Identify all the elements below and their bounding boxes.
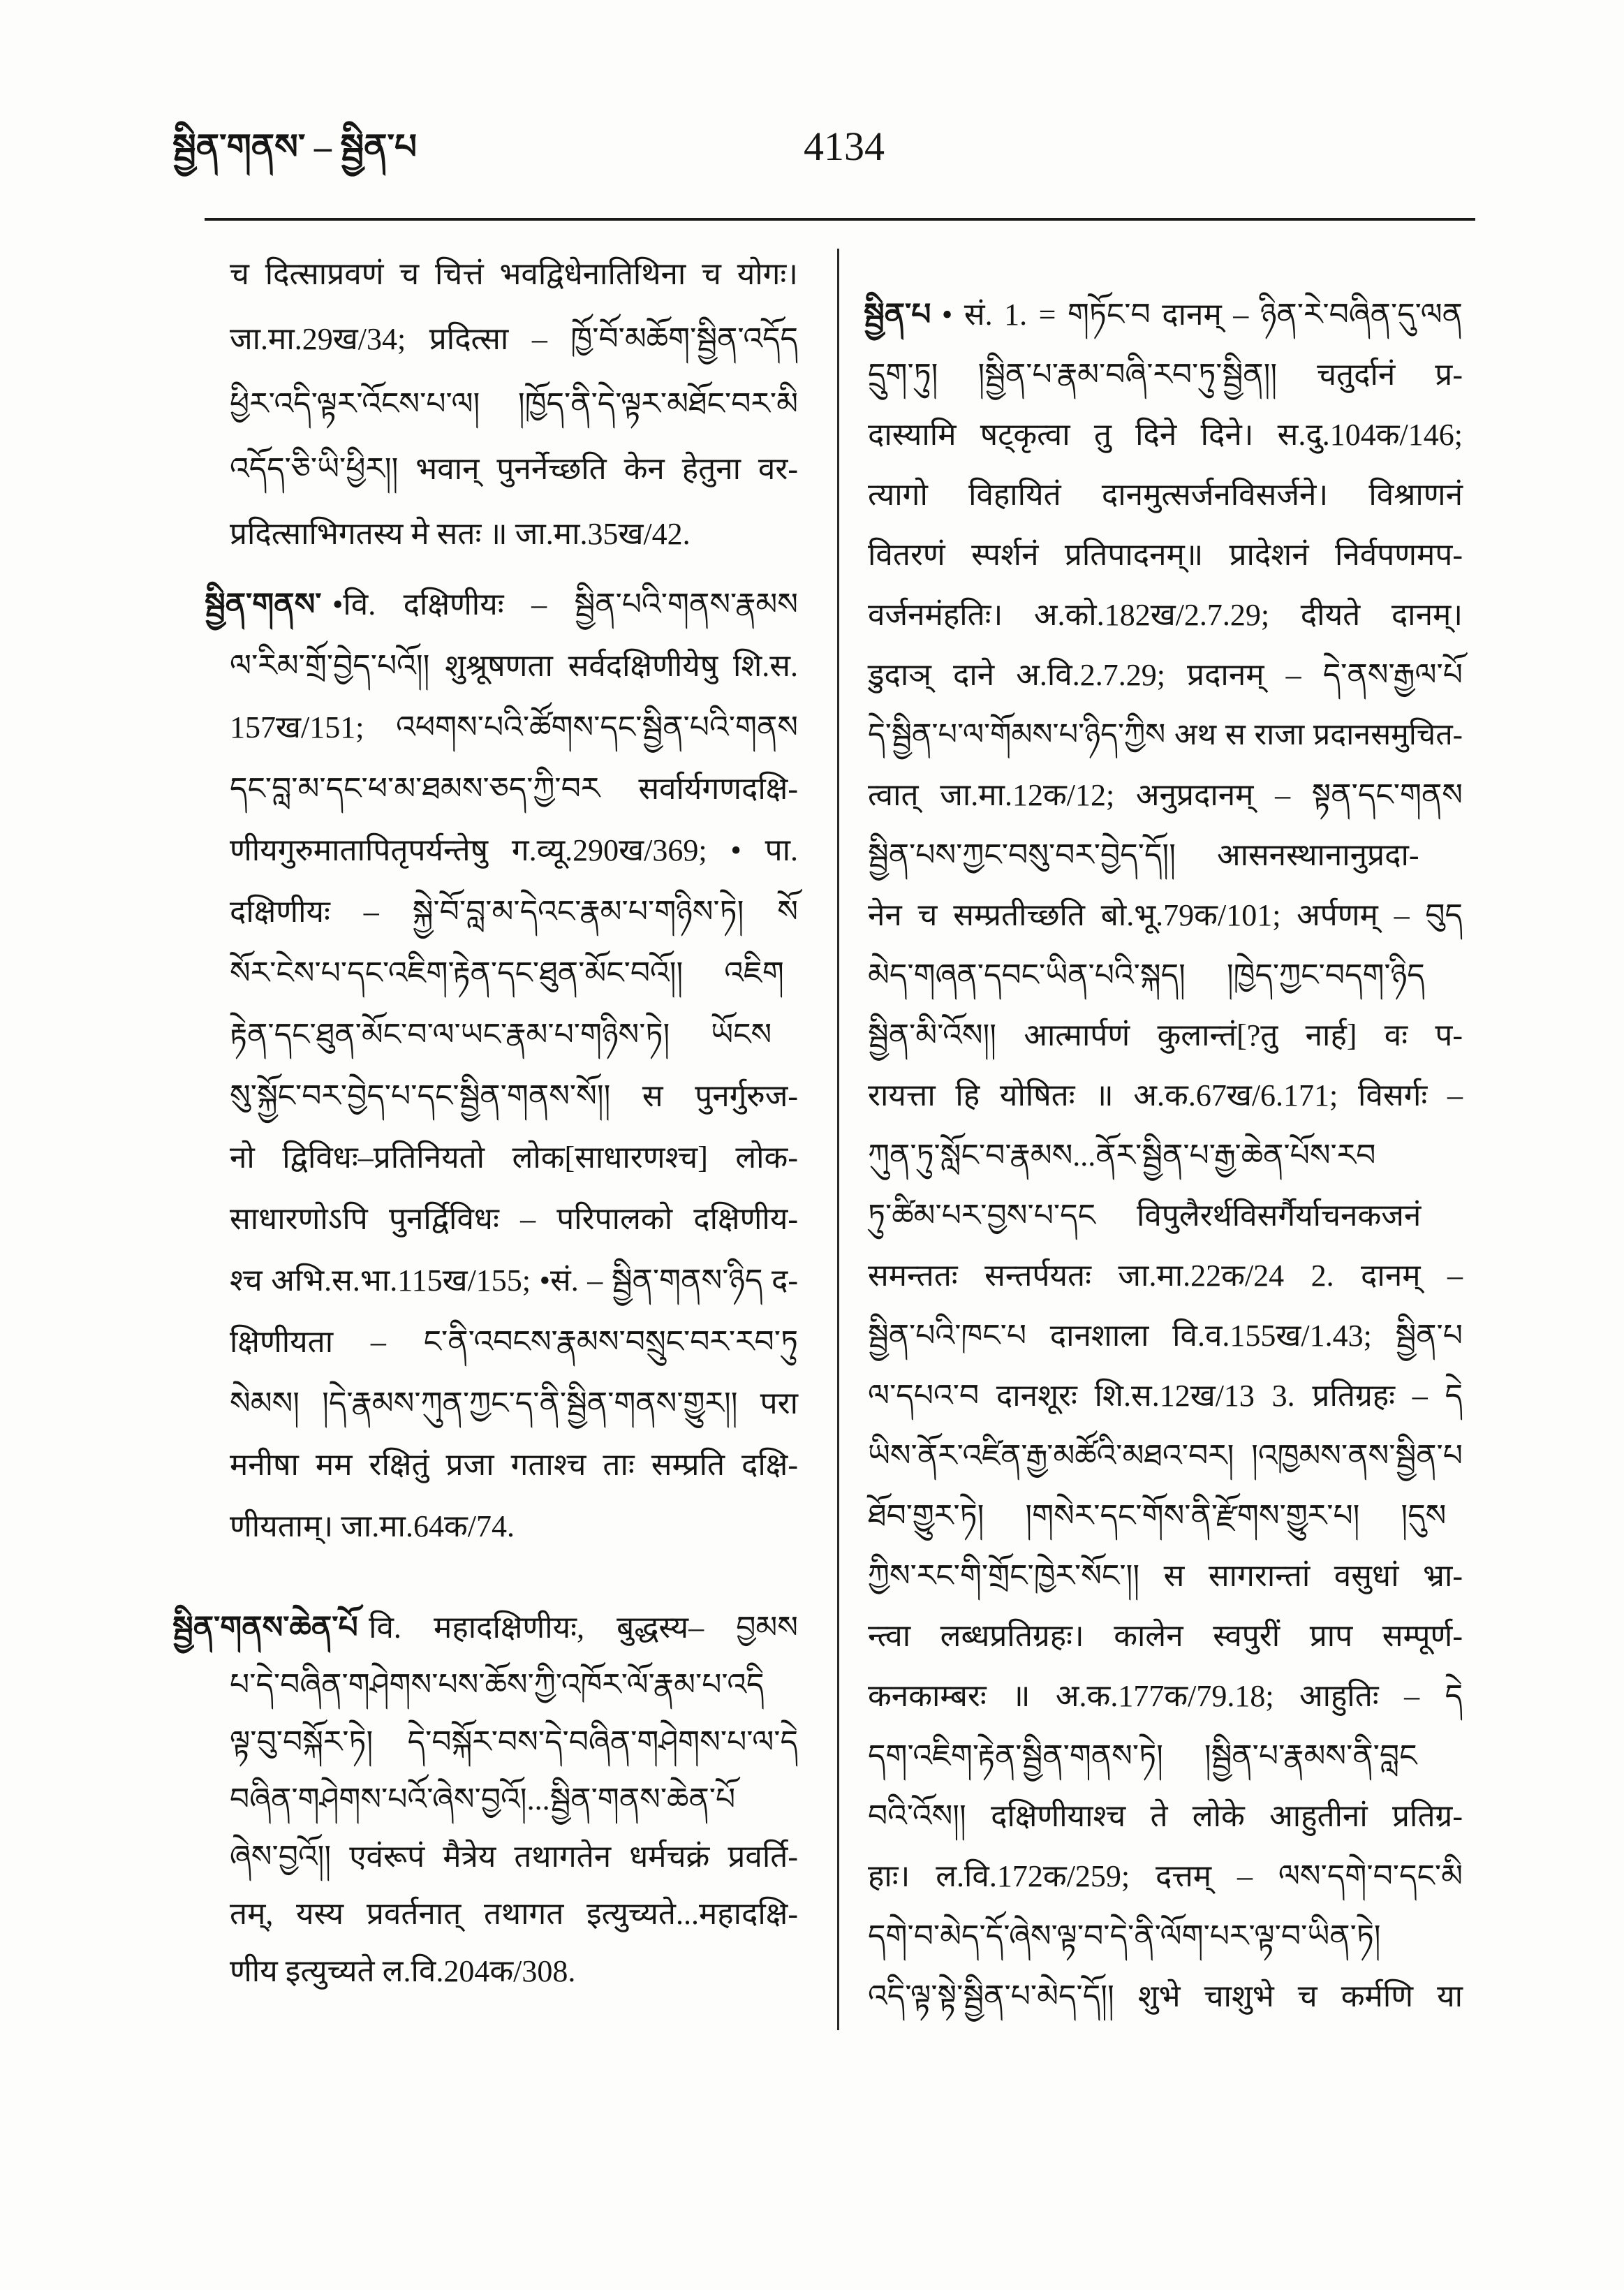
entry-line <box>868 1847 1463 1907</box>
entry-line <box>868 1486 1463 1546</box>
entry-text: साधारणोऽपि पुनर्द्विविधः – परिपालको दक्षिणीय- <box>230 1202 798 1236</box>
entry-text: སྦྱིན་པས་ཀྱང་བསུ་བར་བྱེད་དོ།། आसनस्थानानुप्रदा- <box>868 838 1419 872</box>
entry-line-content <box>205 574 798 636</box>
entry-line-content <box>868 1546 1463 1606</box>
entry-text: སྦྱིན་མི་འོས།། आत्मार्पणं कुलान्तं[?तु नार्ह] वः प- <box>868 1018 1463 1052</box>
entry-line-content <box>230 697 798 758</box>
entry-line-content <box>868 946 1425 1006</box>
entry-line-content <box>868 1847 1463 1907</box>
entry-line <box>230 636 799 697</box>
header-rule <box>205 218 1475 221</box>
dictionary-entry-continuation <box>230 242 799 566</box>
entry-line-content <box>230 1771 735 1828</box>
entry-text: कनकाम्बरः ॥ अ.क.177क/79.18; आहुतिः – དེ <box>868 1679 1463 1713</box>
entry-text: དགེ་བ་མེད་དོ་ཞེས་ལྟ་བ་དེ་ནི་ལོག་པར་ལྟ་བ་ཡིན་ཏེ། <box>868 1919 1381 1953</box>
entry-line <box>868 1786 1463 1847</box>
entry-line-content <box>230 758 798 820</box>
entry-text: श्च अभि.स.भा.115ख/155; •सं. – སྦྱིན་གནས་ཉིད द- <box>230 1263 798 1298</box>
entry-text: སུ་སྐྱོང་བར་བྱེད་པ་དང་སྦྱིན་གནས་སོ།། स पुनर्गुरुज- <box>230 1079 798 1113</box>
entry-text: སོར་ངེས་པ་དང་འཇིག་རྟེན་དང་ཐུན་མོང་བའོ།། འཇིག <box>230 956 784 990</box>
entry-line <box>868 1186 1463 1246</box>
entry-line <box>230 1189 799 1250</box>
entry-text: ཡིས་ནོར་འཛིན་རྒྱ་མཚོའི་མཐའ་བར། །འཁྱམས་ནས་སྦྱིན་པ <box>868 1439 1463 1473</box>
entry-text: • सं. 1. = གཏོང་བ दानम् – ཉིན་རེ་བཞིན་དུ་ལན <box>941 298 1463 332</box>
entry-line <box>868 705 1463 765</box>
entry-line-content <box>230 1434 798 1496</box>
entry-line-content <box>230 1496 515 1557</box>
entry-line <box>230 1714 799 1771</box>
entry-line <box>230 1004 799 1066</box>
entry-line-content <box>230 1714 798 1771</box>
column-divider <box>837 249 839 2030</box>
entry-line <box>230 943 799 1004</box>
entry-line-content <box>868 1246 1463 1306</box>
entry-line <box>230 1066 799 1127</box>
entry-line-content <box>864 285 1463 345</box>
entry-line-content <box>868 465 1463 525</box>
dictionary-entry <box>864 285 1463 2027</box>
entry-line <box>230 881 799 943</box>
running-head-text-wrap <box>172 123 417 170</box>
entry-text: न्त्वा लब्धप्रतिग्रहः। कालेन स्वपुरीं प्राप सम्पूर्ण- <box>868 1619 1463 1653</box>
entry-text: जा.मा.29ख/34; प्रदित्सा – ཁྱོ་བོ་མཆོག་སྦྱིན་འདོད <box>230 322 798 356</box>
entry-line <box>230 1886 799 1943</box>
entry-line <box>868 1726 1463 1786</box>
entry-line <box>230 1312 799 1373</box>
entry-text: त्यागो विहायितं दानमुत्सर्जनविसर्जने। विश्राणनं <box>868 478 1463 512</box>
entry-text: ཕྱིར་འདི་ལྟར་འོངས་པ་ལ། །ཁྱོད་ནི་དེ་ལྟར་མཐོང་བར་མི <box>230 387 798 421</box>
entry-text: क्षिणीयता – ང་ནི་འབངས་རྣམས་བསྲུང་བར་རབ་ཏུ <box>230 1325 798 1359</box>
entry-text: दक्षिणीयः – སྐྱེ་བོ་བླ་མ་དེའང་རྣམ་པ་གཉིས་ཏེ། སོ <box>230 895 798 929</box>
entry-line <box>868 946 1463 1006</box>
entry-text: ལ་དཔའ་བ दानशूरः शि.स.12ख/13 3. प्रतिग्रहः – དེ <box>868 1379 1463 1413</box>
entry-line-content <box>868 1967 1463 2027</box>
entry-text: दास्यामि षट्कृत्वा तु दिने दिने। स.दु.104क/146; <box>868 418 1463 452</box>
entry-line <box>868 1066 1463 1126</box>
entry-text: སྦྱིན་པའི་ཁང་པ दानशाला वि.व.155ख/1.43; སྦྱིན་པ <box>868 1319 1463 1353</box>
entry-line <box>868 1606 1463 1666</box>
entry-line <box>868 1306 1463 1366</box>
entry-line <box>230 1434 799 1496</box>
entry-text: हाः। ल.वि.172क/259; दत्तम् – ལས་དགེ་བ་དང་མི <box>868 1859 1463 1893</box>
entry-text: ཏུ་ཚིམ་པར་བྱས་པ་དང विपुलैरर्थविसर्गैर्याचनकजनं <box>868 1198 1422 1233</box>
entry-line-content <box>230 1657 765 1714</box>
entry-line <box>205 574 799 636</box>
entry-line <box>230 1127 799 1189</box>
entry-line-content <box>868 1366 1463 1426</box>
headword: སྦྱིན་གནས་ཆེན་པོ <box>172 1610 358 1645</box>
entry-text: རྟེན་དང་ཐུན་མོང་བ་ལ་ཡང་རྣམ་པ་གཉིས་ཏེ། ཡོངས <box>230 1018 772 1052</box>
entry-text: འདི་ལྟ་སྟེ་སྦྱིན་པ་མེད་དོ།། शुभे चाशुभे च कर्मणि या <box>868 1979 1463 2013</box>
entry-text: མེད་གཞན་དབང་ཡིན་པའི་སྐད། །ཁྱེད་ཀྱང་བདག་ཉིད <box>868 958 1425 992</box>
entry-line <box>868 886 1463 946</box>
entry-line <box>172 1599 799 1657</box>
entry-line-content <box>868 1006 1463 1066</box>
entry-line-content <box>868 1426 1463 1486</box>
entry-line <box>868 1426 1463 1486</box>
entry-line <box>230 436 799 501</box>
entry-line <box>864 285 1463 345</box>
entry-line-content <box>868 1066 1463 1126</box>
headword: སྦྱིན་པ <box>864 298 931 332</box>
entry-line <box>868 1366 1463 1426</box>
entry-line-content <box>868 765 1463 825</box>
entry-line-content <box>868 886 1463 946</box>
entry-line-content <box>868 1666 1463 1726</box>
entry-text: འདོད་ཅི་ཡི་ཕྱིར།། भवान् पुनर्नेच्छति केन हेतुना वर- <box>230 452 798 486</box>
entry-line <box>230 820 799 881</box>
entry-line <box>868 1967 1463 2027</box>
entry-line-content <box>172 1599 798 1657</box>
running-head <box>172 123 466 170</box>
headword: སྦྱིན་གནས་ <box>205 587 322 622</box>
entry-text: नो द्विविधः–प्रतिनियतो लोक[साधारणश्च] लोक- <box>230 1140 798 1175</box>
entry-text: त्वात् जा.मा.12क/12; अनुप्रदानम् – སྟན་དང་གནས <box>868 778 1463 812</box>
entry-text: वितरणं स्पर्शनं प्रतिपादनम्॥ प्रादेशनं निर्वपणमप- <box>868 538 1463 572</box>
entry-text: नेन च सम्प्रतीच्छति बो.भू.79क/101; अर्पणम् – བུད <box>868 898 1463 932</box>
entry-line-content <box>230 1828 798 1886</box>
entry-line-content <box>230 501 691 566</box>
entry-line-content <box>868 1486 1446 1546</box>
entry-line <box>868 1546 1463 1606</box>
entry-text: ཀྱིས་རང་གི་གྲོང་ཁྱེར་སོང་།། स सागरान्तां वसुधां भ्रा- <box>868 1559 1463 1593</box>
entry-line <box>868 1666 1463 1726</box>
entry-text: 157ख/151; འཕགས་པའི་ཚོགས་དང་སྦྱིན་པའི་གནས <box>230 710 798 744</box>
entry-text: समन्ततः सन्तर्पयतः जा.मा.22क/24 2. दानम् – <box>868 1258 1463 1293</box>
entry-line-content <box>868 585 1463 645</box>
entry-text: च दित्साप्रवणं च चित्तं भवद्विधेनातिथिना च योगः। <box>230 257 798 291</box>
entry-text: मनीषा मम रक्षितुं प्रजा गताश्च ताः सम्प्रति दक्षि- <box>230 1448 798 1482</box>
entry-text: དེ་སྦྱིན་པ་ལ་གོམས་པ་ཉིད་ཀྱིས अथ स राजा प्रदानसमुचित- <box>868 719 1463 751</box>
entry-text: ཞེས་བྱའོ།། एवंरूपं मैत्रेय तथागतेन धर्मचक्रं प्रवर्ति- <box>230 1840 798 1874</box>
entry-text: ལྟ་བུ་བསྐོར་ཏེ། དེ་བསྐོར་བས་དེ་བཞིན་གཤེགས་པ་ལ་དེ <box>230 1725 798 1759</box>
entry-line <box>868 345 1463 405</box>
entry-line <box>868 525 1463 585</box>
entry-line-content <box>230 820 798 881</box>
entry-line <box>230 372 799 436</box>
entry-line <box>868 765 1463 825</box>
entry-line-content <box>230 1373 798 1434</box>
entry-line-content <box>230 1943 575 2000</box>
entry-line-content <box>868 1606 1463 1666</box>
entry-text: དང་བླ་མ་དང་ཕ་མ་ཐམས་ཅད་ཀྱི་བར सर्वार्यगणदक्षि- <box>230 772 798 806</box>
entry-line-content <box>230 1066 798 1127</box>
entry-line-content <box>230 636 798 697</box>
entry-line-content <box>868 1786 1463 1847</box>
entry-line <box>868 1246 1463 1306</box>
entry-line <box>868 1907 1463 1967</box>
dictionary-entry <box>172 1599 799 2000</box>
entry-line-content <box>230 242 798 307</box>
entry-text: णीयगुरुमातापितृपर्यन्तेषु ग.व्यू.290ख/369; • पा. <box>230 833 798 867</box>
entry-line-content <box>230 943 784 1004</box>
entry-line <box>230 697 799 758</box>
entry-line-content <box>868 1306 1463 1366</box>
entry-line-content <box>868 1126 1375 1186</box>
entry-line-content <box>868 405 1463 465</box>
entry-text: སེམས། །དེ་རྣམས་ཀུན་ཀྱང་ད་ནི་སྦྱིན་གནས་གྱུར།། परा <box>230 1386 798 1421</box>
entry-text: དྲུག་ཏུ། །སྦྱིན་པ་རྣམ་བཞི་རབ་ཏུ་སྦྱིན།། चतुर्दानं प्र- <box>868 358 1463 392</box>
entry-text: ཀུན་ཏུ་སློང་བ་རྣམས...ནོར་སྦྱིན་པ་རྒྱ་ཆེན་པོས་རབ <box>868 1138 1376 1173</box>
page-number: 4134 <box>804 124 885 169</box>
entry-text: तम्, यस्य प्रवर्तनात् तथागत इत्युच्यते...महादक्षि- <box>230 1897 798 1931</box>
entry-text: བཞིན་གཤེགས་པའོ་ཞེས་བྱའོ།...སྦྱིན་གནས་ཆེན་པོ <box>230 1782 736 1816</box>
entry-line <box>868 1006 1463 1066</box>
entry-line <box>230 1771 799 1828</box>
entry-line-content <box>868 1186 1421 1246</box>
entry-line-content <box>230 881 798 943</box>
entry-text: པ་དེ་བཞིན་གཤེགས་པས་ཆོས་ཀྱི་འཁོར་ལོ་རྣམ་པ་འདི <box>230 1668 765 1702</box>
entry-line-content <box>230 1312 798 1373</box>
entry-text: དག་འཇིག་རྟེན་སྦྱིན་གནས་ཏེ། །སྦྱིན་པ་རྣམས་ནི་བླང <box>868 1739 1417 1773</box>
entry-line <box>230 1943 799 2000</box>
entry-text: •वि. दक्षिणीयः – སྦྱིན་པའི་གནས་རྣམས <box>332 587 798 622</box>
entry-line-content <box>868 1726 1417 1786</box>
entry-line <box>230 242 799 307</box>
entry-line-content <box>230 1886 798 1943</box>
running-head-text: སྦྱིན་གནས་ – སྦྱིན་པ <box>172 127 418 166</box>
entry-line <box>230 1250 799 1312</box>
entry-line-content <box>868 345 1463 405</box>
entry-line-content <box>230 436 798 501</box>
entry-line-content <box>230 1250 798 1312</box>
entry-line-content <box>868 825 1419 886</box>
dictionary-entry <box>205 574 799 1557</box>
entry-line <box>230 1657 799 1714</box>
entry-line <box>230 758 799 820</box>
entry-line <box>230 1373 799 1434</box>
entry-line <box>230 1828 799 1886</box>
entry-line <box>230 501 799 566</box>
entry-text: णीय इत्युच्यते ल.वि.204क/308. <box>230 1954 576 1988</box>
entry-line-content <box>230 1127 798 1189</box>
entry-line <box>868 1126 1463 1186</box>
entry-text: ཐོབ་གྱུར་ཏེ། །གསེར་དང་གོས་ནི་རྫོགས་གྱུར་པ། །དུས <box>868 1499 1447 1533</box>
entry-text: रायत्ता हि योषितः ॥ अ.क.67ख/6.171; विसर्गः – <box>868 1078 1463 1113</box>
entry-line <box>230 307 799 372</box>
entry-text: वर्जनमंहतिः। अ.को.182ख/2.7.29; दीयते दानम्। <box>868 598 1463 632</box>
entry-line-content <box>868 645 1463 705</box>
entry-text: वि. महादक्षिणीयः, बुद्धस्य– བྱམས <box>369 1610 798 1645</box>
entry-line <box>868 645 1463 705</box>
entry-line <box>230 1496 799 1557</box>
entry-text: བའི་འོས།། दक्षिणीयाश्च ते लोके आहुतीनां प्रतिग्र- <box>868 1799 1463 1833</box>
entry-line-content <box>868 705 1463 765</box>
entry-line <box>868 405 1463 465</box>
entry-line-content <box>868 1907 1381 1967</box>
entry-line <box>868 825 1463 886</box>
entry-text: प्रदित्साभिगतस्य मे सतः ॥ जा.मा.35ख/42. <box>230 517 691 551</box>
entry-text: डुदाञ् दाने अ.वि.2.7.29; प्रदानम् – དེ་ནས་རྒྱལ་པོ <box>868 658 1463 692</box>
entry-text: ལ་རིམ་གྲོ་བྱེད་པའོ།། शुश्रूषणता सर्वदक्षिणीयेषु शि.स. <box>230 649 798 683</box>
entry-line-content <box>230 372 798 436</box>
entry-line-content <box>868 525 1463 585</box>
entry-line <box>868 465 1463 525</box>
entry-line-content <box>230 1004 772 1066</box>
entry-line <box>868 585 1463 645</box>
entry-line-content <box>230 307 798 372</box>
entry-line-content <box>230 1189 798 1250</box>
entry-text: णीयताम्। जा.मा.64क/74. <box>230 1509 515 1543</box>
